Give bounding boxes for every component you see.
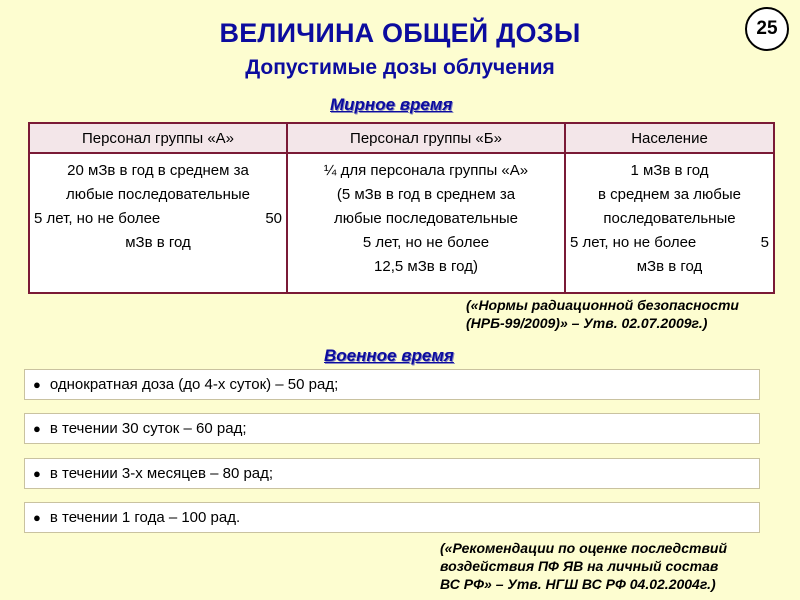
bullet-icon: ● [33, 466, 41, 481]
cell-text: 12,5 мЗв в год) [374, 258, 478, 275]
citation-line: («Рекомендации по оценке последствий [440, 540, 727, 556]
citation-line: (НРБ-99/2009)» – Утв. 02.07.2009г.) [466, 315, 708, 331]
slide-number-badge: 25 [745, 7, 789, 51]
wartime-item-text: однократная доза (до 4-х суток) – 50 рад; [49, 376, 339, 393]
cell-text: 1 мЗв в год [630, 162, 709, 179]
bullet-icon: ● [33, 510, 41, 525]
cell-text: мЗв в год [125, 234, 191, 251]
wartime-item-1-year [24, 502, 760, 533]
page-subtitle: Допустимые дозы облучения [245, 56, 555, 79]
wartime-item-text: в течении 3-х месяцев – 80 рад; [49, 465, 274, 482]
cell-text: 20 мЗв в год в среднем за [67, 162, 249, 179]
page-title: ВЕЛИЧИНА ОБЩЕЙ ДОЗЫ [219, 18, 581, 48]
wartime-item-30-days [24, 413, 760, 444]
cell-text: 5 лет, но не более [570, 234, 697, 251]
citation-line: («Нормы радиационной безопасности [466, 297, 739, 313]
cell-text: в среднем за любые [598, 186, 741, 203]
table-header-row [29, 123, 774, 153]
cell-text: мЗв в год [636, 258, 703, 275]
cell-population-limit [565, 153, 774, 293]
citation-line: воздействия ПФ ЯВ на личный состав [440, 558, 719, 574]
wartime-heading: Военное время [324, 346, 454, 365]
cell-text-row [570, 231, 769, 255]
cell-group-b-limit [287, 153, 565, 293]
table-row [29, 153, 774, 293]
column-header-group-a: Персонал группы «А» [29, 123, 287, 153]
wartime-item-text: в течении 30 суток – 60 рад; [49, 420, 247, 437]
cell-text: любые последовательные [65, 186, 251, 203]
citation-line: ВС РФ» – Утв. НГШ ВС РФ 04.02.2004г.) [440, 576, 716, 592]
cell-text: ¼ для персонала группы «А» [323, 162, 529, 179]
cell-text: 5 лет, но не более [34, 210, 161, 227]
cell-text: любые последовательные [333, 210, 519, 227]
bullet-icon: ● [33, 377, 41, 392]
cell-group-a-limit [29, 153, 287, 293]
cell-text: 5 [760, 234, 769, 251]
column-header-population: Население [565, 123, 774, 153]
wartime-citation [440, 539, 727, 593]
wartime-item-single-dose [24, 369, 760, 400]
cell-text-row [34, 207, 282, 231]
wartime-item-text: в течении 1 года – 100 рад. [49, 509, 241, 526]
peacetime-citation [466, 296, 739, 332]
cell-text: последовательные [603, 210, 736, 227]
cell-text: 5 лет, но не более [362, 234, 490, 251]
cell-text: (5 мЗв в год в среднем за [336, 186, 516, 203]
cell-text: 50 [265, 210, 282, 227]
peacetime-dose-table [28, 122, 775, 294]
column-header-group-b: Персонал группы «Б» [287, 123, 565, 153]
wartime-item-3-months [24, 458, 760, 489]
peacetime-heading: Мирное время [330, 95, 453, 114]
bullet-icon: ● [33, 421, 41, 436]
